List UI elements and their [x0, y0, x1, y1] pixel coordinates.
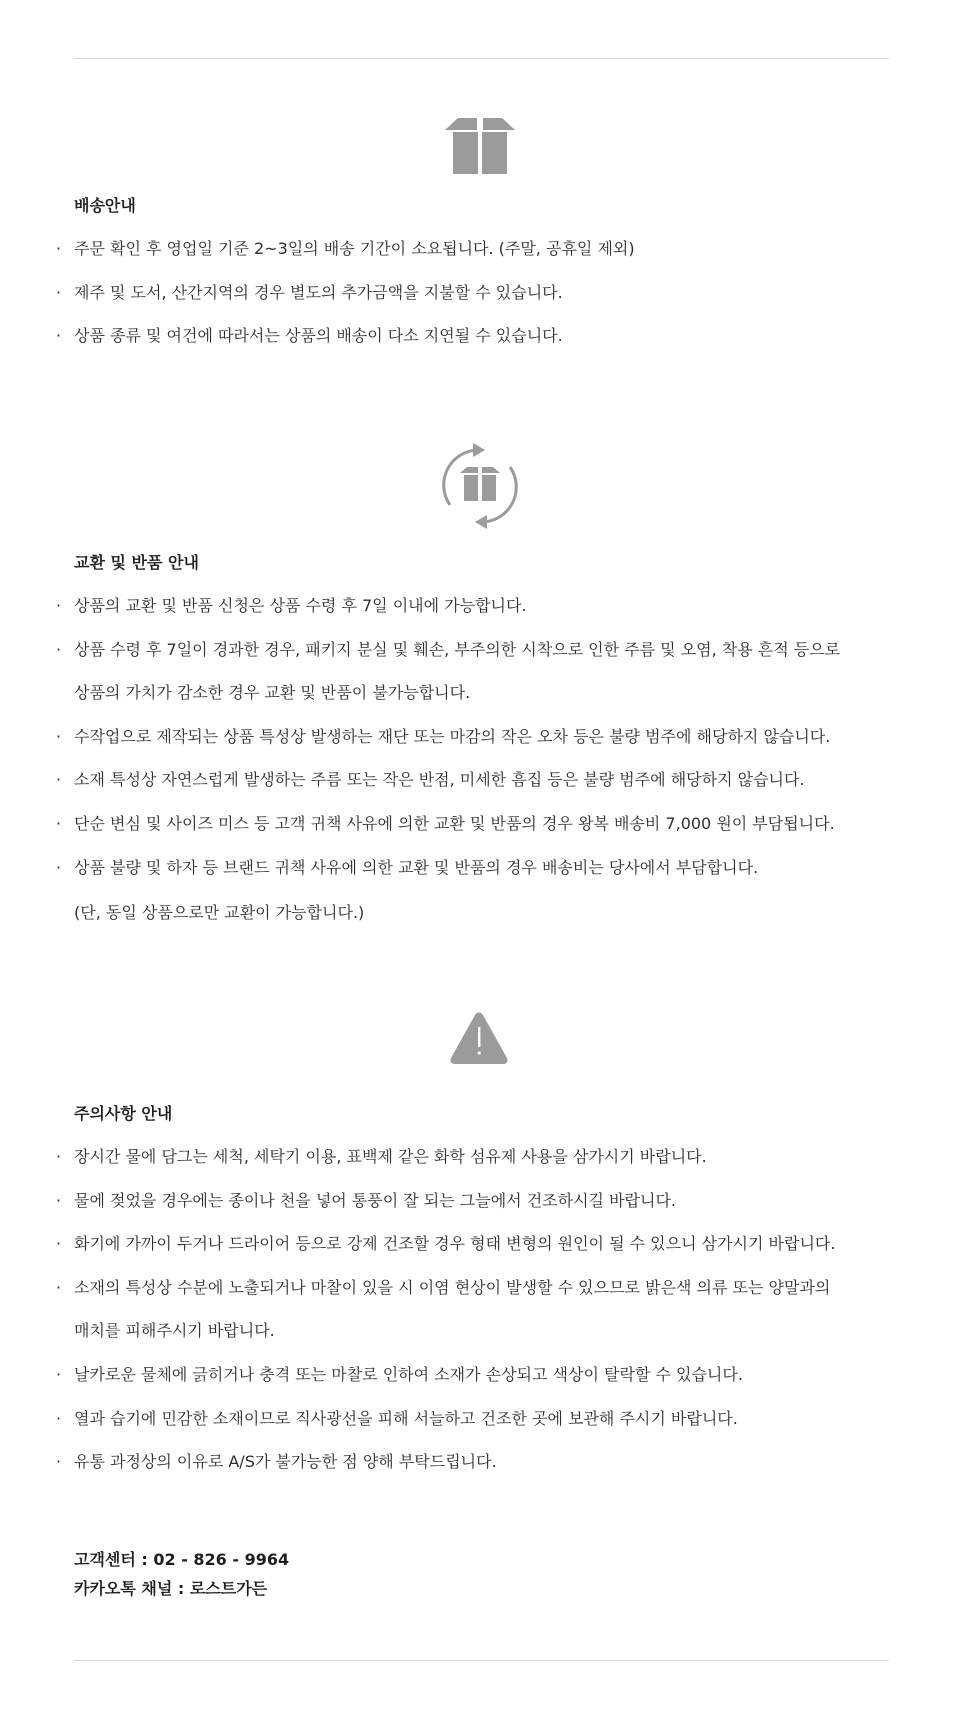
kakao-channel: 카카오톡 채널 : 로스트가든 — [74, 1579, 268, 1598]
bullet: · — [56, 639, 62, 659]
bullet: · — [56, 326, 62, 346]
bullet: · — [56, 857, 62, 877]
list-item — [56, 715, 916, 759]
list-item — [56, 584, 916, 628]
shipping-list — [56, 227, 916, 358]
list-item-text: 유통 과정상의 이유로 A/S가 불가능한 점 양해 부탁드립니다. — [74, 1452, 497, 1472]
list-item-text: 소재 특성상 자연스럽게 발생하는 주름 또는 작은 반점, 미세한 흠집 등은 불량 범주에 해당하지 않습니다. — [74, 770, 805, 790]
customer-center-phone: 고객센터 : 02 - 826 - 9964 — [74, 1550, 290, 1569]
list-item — [56, 758, 916, 802]
bullet: · — [56, 1147, 62, 1166]
bullet: · — [56, 1190, 62, 1210]
list-item-text: 상품 종류 및 여건에 따라서는 상품의 배송이 다소 지연될 수 있습니다. — [74, 326, 563, 346]
list-item — [56, 1222, 916, 1266]
warning-icon — [449, 1011, 509, 1065]
list-item-text: 화기에 가까이 두거나 드라이어 등으로 강제 건조할 경우 형태 변형의 원인이 될 수 있으니 삼가시기 바랍니다. — [74, 1234, 836, 1254]
list-item-text: 물에 젖었을 경우에는 종이나 천을 넣어 통풍이 잘 되는 그늘에서 건조하시길 바랍니다. — [74, 1190, 676, 1210]
box-icon — [445, 116, 515, 174]
list-item — [56, 1440, 916, 1484]
list-item-text: 상품의 가치가 감소한 경우 교환 및 반품이 불가능합니다. — [74, 683, 471, 703]
bullet: · — [56, 1234, 62, 1254]
bottom-divider — [74, 1660, 889, 1661]
bullet: · — [56, 282, 62, 302]
caution-list — [56, 1135, 916, 1484]
list-item — [56, 846, 916, 890]
list-item-text: 주문 확인 후 영업일 기준 2~3일의 배송 기간이 소요됩니다. (주말, 공휴일 제외) — [74, 239, 635, 258]
bullet: · — [56, 1364, 62, 1384]
bullet: · — [56, 239, 62, 258]
list-item-text: 단순 변심 및 사이즈 미스 등 고객 귀책 사유에 의한 교환 및 반품의 경우 왕복 배송비 7,000 원이 부담됩니다. — [74, 813, 835, 833]
exchange-note: (단, 동일 상품으로만 교환이 가능합니다.) — [74, 903, 365, 922]
list-item-text: 장시간 물에 담그는 세척, 세탁기 이용, 표백제 같은 화학 섬유제 사용을 삼가시기 바랍니다. — [74, 1147, 707, 1166]
list-item — [56, 802, 916, 846]
list-item — [56, 1179, 916, 1223]
list-item-text: 상품 불량 및 하자 등 브랜드 귀책 사유에 의한 교환 및 반품의 경우 배송비는 당사에서 부담합니다. — [74, 857, 759, 877]
top-divider — [74, 58, 889, 59]
caution-title: 주의사항 안내 — [74, 1104, 173, 1123]
bullet: · — [56, 1452, 62, 1472]
list-item-text: 소재의 특성상 수분에 노출되거나 마찰이 있을 시 이염 현상이 발생할 수 있으므로 밝은색 의류 또는 양말과의 — [74, 1277, 831, 1297]
bullet: · — [56, 596, 62, 615]
list-item — [56, 271, 916, 315]
bullet: · — [56, 770, 62, 790]
list-item — [56, 1353, 916, 1397]
bullet: · — [56, 813, 62, 833]
list-item-text: 수작업으로 제작되는 상품 특성상 발생하는 재단 또는 마감의 작은 오차 등은 불량 범주에 해당하지 않습니다. — [74, 726, 831, 746]
list-item-text: 매치를 피해주시기 바랍니다. — [74, 1321, 275, 1341]
list-item-text: 날카로운 물체에 긁히거나 충격 또는 마찰로 인하여 소재가 손상되고 색상이 탈락할 수 있습니다. — [74, 1364, 743, 1384]
bullet: · — [56, 1277, 62, 1297]
shipping-title: 배송안내 — [74, 196, 136, 215]
exchange-title: 교환 및 반품 안내 — [74, 553, 199, 572]
bullet: · — [56, 1408, 62, 1428]
exchange-list — [56, 584, 916, 889]
bullet: · — [56, 726, 62, 746]
list-item-text: 제주 및 도서, 산간지역의 경우 별도의 추가금액을 지불할 수 있습니다. — [74, 282, 563, 302]
list-item — [56, 314, 916, 358]
list-item — [56, 1266, 916, 1353]
list-item — [56, 1397, 916, 1441]
list-item-text: 상품의 교환 및 반품 신청은 상품 수령 후 7일 이내에 가능합니다. — [74, 596, 527, 615]
list-item — [56, 628, 916, 715]
list-item — [56, 227, 916, 271]
list-item — [56, 1135, 916, 1179]
return-box-icon — [440, 443, 520, 529]
list-item-text: 상품 수령 후 7일이 경과한 경우, 패키지 분실 및 훼손, 부주의한 시착으로 인한 주름 및 오염, 착용 흔적 등으로 — [74, 639, 841, 659]
list-item-text: 열과 습기에 민감한 소재이므로 직사광선을 피해 서늘하고 건조한 곳에 보관해 주시기 바랍니다. — [74, 1408, 738, 1428]
